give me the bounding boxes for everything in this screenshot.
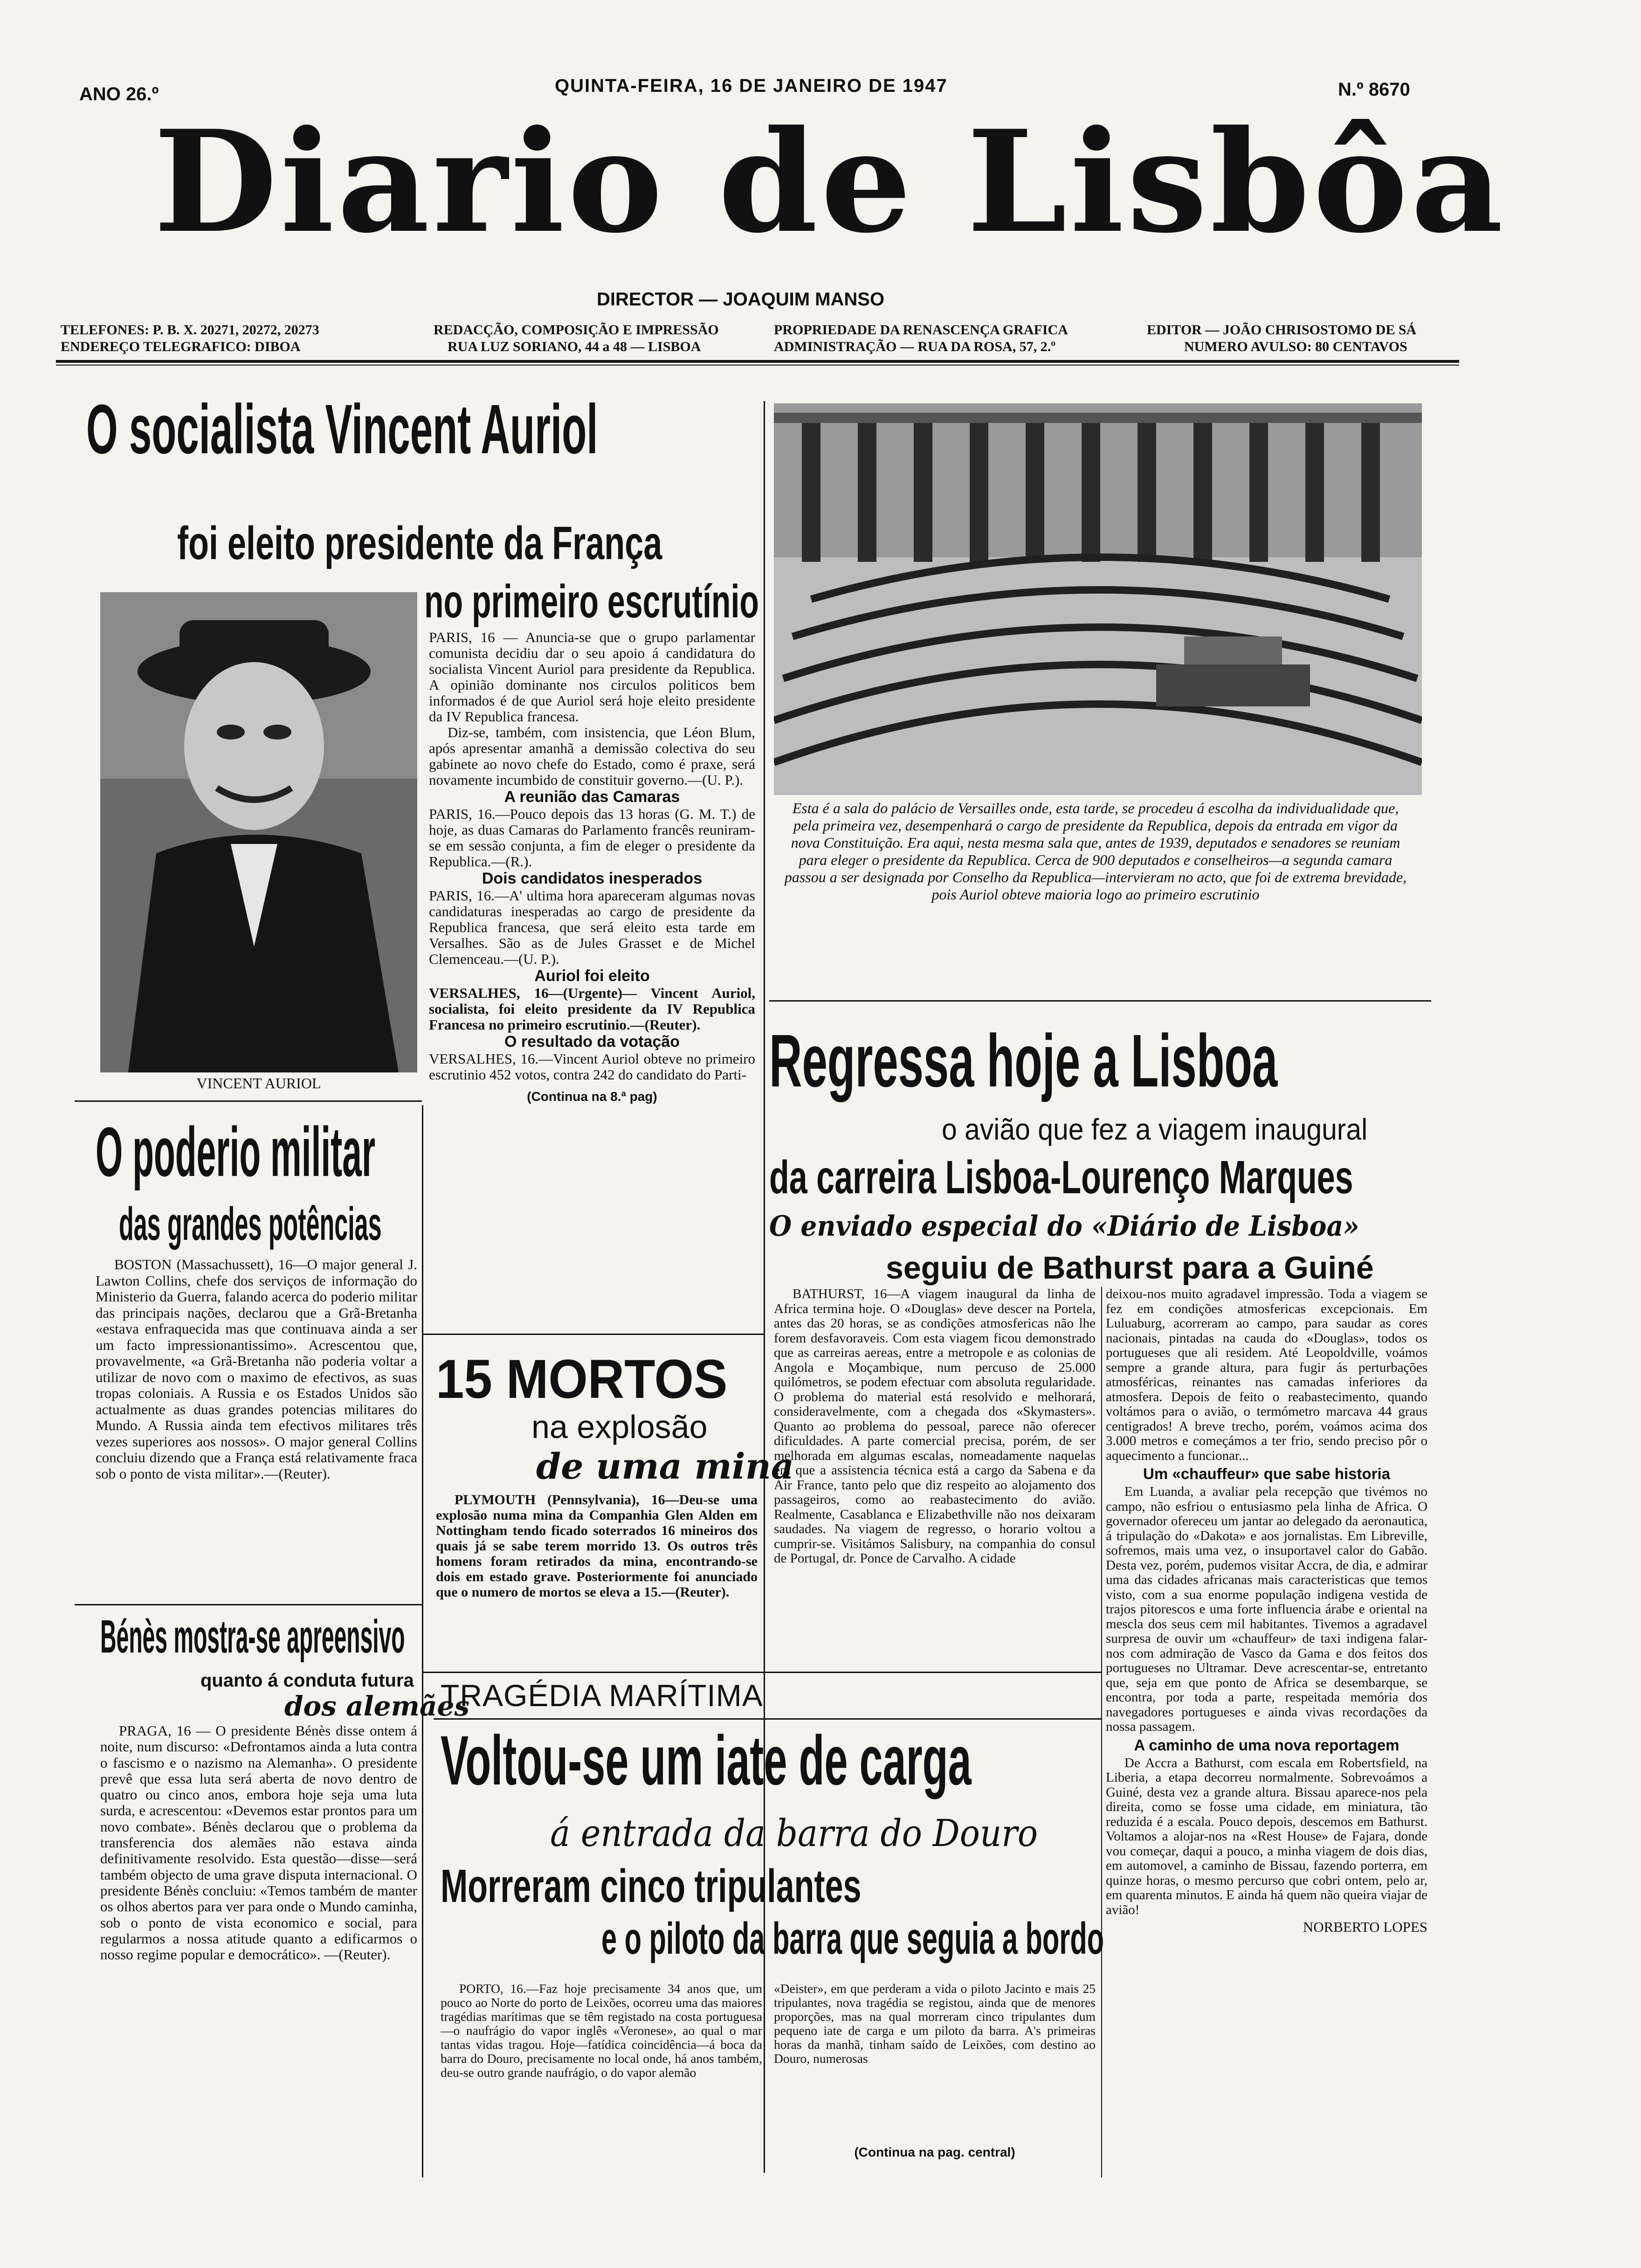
auriol-sub-eleito: Auriol foi eleito (534, 967, 650, 985)
auriol-continua: (Continua na 8.ª pag) (527, 1089, 657, 1104)
auriol-paragraph-4: PARIS, 16.—A' ultima hora apareceram algumas novas candidaturas inesperadas ao cargo de presidente da Republica francesa, que será eleito esta tarde em Versalhes. São as de Jules Grasset e de Michel Clemenceau.—(U. P.). (429, 888, 755, 967)
rule-poderio-top (75, 1100, 422, 1102)
rule-benes-top (75, 1604, 422, 1605)
auriol-sub-camaras: A reunião das Camaras (504, 788, 680, 806)
regressa-headline-wrap (769, 1019, 1602, 1102)
versailles-caption: Esta é a sala do palácio de Versailles onde, esta tarde, se procedeu á escolha da individualidade que, pela primeira vez, desempenhará o cargo de presidente da Republica, depois da entrada em vigor da nova Constituição. Era aqui, nesta mesma sala que, antes de 1939, deputados e senadores se reuniam para eleger o presidente da Republica. Cerca de 900 deputados e conselheiros—a segunda camara passou a ser designada por Conselho da Republica—intervieram no acto, que foi de extrema brevidade, pois Auriol obteve maioria logo ao primeiro escrutinio (784, 800, 1407, 903)
benes-subhead: quanto á conduta futura (200, 1670, 414, 1691)
auriol-subhead: foi eleito presidente da França (177, 517, 662, 569)
info-editor: EDITOR — JOÃO CHRISOSTOMO DE SÁ (1147, 322, 1417, 338)
rule-mortos-top (422, 1334, 764, 1335)
tragedia-column-2: «Deister», em que perderam a vida o piloto Jacinto e mais 25 tripulantes, nova tragédia se registou, ainda que de menores proporções, mas na qual morreram cinco tripulantes dum pequeno iate de carga e um piloto da barra. A's primeiras horas da manhã, tinham saído de Leixões, com destino ao Douro, numerosas (774, 1982, 1096, 2066)
tragedia-subhead-2: Morreram cinco tripulantes (441, 1860, 862, 1912)
info-endereco: ENDEREÇO TELEGRAFICO: DIBOA (61, 339, 301, 354)
regressa-subhead: o avião que fez a viagem inaugural (942, 1113, 1368, 1146)
rule-tragedia-kicker (434, 1718, 1101, 1720)
poderio-headline: O poderio militar (96, 1113, 376, 1191)
regressa-column-2b-text: Em Luanda, a avaliar pela recepção que tivémos no campo, não esfriou o entusiasmo pela linha de Africa. O governador ofereceu um jantar ao delegado da aeronautica, á tripulação do «Dakota» e aos jornalistas. Em Libreville, sofremos, mais uma vez, o insuportavel calor do Gabão. Desta vez, porém, pudemos visitar Accra, de dia, e admirar uma das cidades africanas mais caracteristicas que temos visto, com a sua enorme população indigena vestida de trajos pitorescos e uma forte influencia árabe e oriental na mescla dos seus cem mil habitantes. Tivemos a agradavel surpresa de ouvir um «chauffeur» de taxi indigena falar-nos com admiração de Vasco da Gama e dos feitos dos portugueses no Ultramar. Deve acrescentar-se, entretanto que, seja em que ponto de Africa se desembarque, se encontra, por toda a parte, respeitada memória dos navegadores portugueses e ainda vivas recordações da nossa passagem. (1106, 1485, 1427, 1734)
tragedia-subhead-3: e o piloto da barra que seguia a bordo (601, 1914, 1104, 1964)
tragedia-continua: (Continua na pag. central) (854, 2145, 1015, 2159)
auriol-paragraph-3: PARIS, 16.—Pouco depois das 13 horas (G. M. T.) de hoje, as duas Camaras do Parlamento francês reuniram-se em sessão conjunta, a fim de eleger o presidente da Republica.—(R.). (429, 806, 755, 870)
auriol-photo-caption: VINCENT AURIOL (196, 1075, 321, 1092)
info-redaccao-address: RUA LUZ SORIANO, 44 a 48 — LISBOA (448, 339, 701, 354)
auriol-sub-votacao: O resultado da votação (504, 1033, 680, 1051)
mortos-subhead-2: de uma mina (536, 1445, 794, 1487)
auriol-paragraph-2: Diz-se, também, com insistencia, que Léon Blum, após apresentar amanhã a demissão colectiva do seu gabinete ao novo chefe do Estado, como é praxe, será novamente incumbido de constituir governo.—(U. P.). (429, 725, 755, 788)
mortos-headline: 15 MORTOS (436, 1348, 728, 1410)
mortos-subhead: na explosão (531, 1409, 708, 1445)
masthead-rule-thin (56, 365, 1459, 366)
regressa-column-2c-text: De Accra a Bathurst, com escala em Robertsfield, na Liberia, a etapa decorreu normalmente. Sobrevoámos a Guiné, desta vez a grande altura. Bissau aparece-nos pela direita, como se fosse uma cidade, em miniatura, tão reduzida é a escala. Pouco depois, descemos em Bathurst. Voltamos a alojar-nos na «Rest House» de Fajara, donde vou começar, daqui a pouco, a minha viagem de dois dias, em automovel, a caminho de Bissau, fazendo porterra, em quinze horas, o mesmo percurso que cobri ontem, pelo ar, em quarenta minutos. E ainda há quem não queira viajar de avião! (1106, 1756, 1427, 1917)
poderio-subhead: das grandes potências (119, 1198, 382, 1250)
regressa-subhead2-wrap (769, 1151, 1603, 1203)
regressa-signature: NORBERTO LOPES (1303, 1919, 1427, 1935)
info-propriedade: PROPRIEDADE DA RENASCENÇA GRAFICA (774, 322, 1068, 338)
auriol-subhead-2: no primeiro escrutínio (424, 575, 759, 628)
auriol-photo (100, 592, 417, 1072)
tragedia-kicker: TRAGÉDIA MARÍTIMA (441, 1678, 763, 1713)
regressa-column-2-text: deixou-nos muito agradavel impressão. Toda a viagem se fez em condições atmosfericas excepcionais. Em Luluaburg, acorreram ao campo, para saudar as cores nacionais, pintadas na cauda do «Douglas», todos os portugueses que ali residem. Até Leopoldville, voámos sempre a grande altura, para fugir ás perturbações atmosféricas, reinantes nas camadas inferiores da atmosfera. Depois de feito o reabastecimento, quando voltámos para o avião, o termómetro marcava 44 graus centigrados! A breve trecho, porém, voámos acima dos 3.000 metros e começámos a ter frio, sendo preciso pôr o aquecimento a funcionar... (1106, 1287, 1427, 1463)
info-redaccao: REDACÇÃO, COMPOSIÇÃO E IMPRESSÃO (434, 322, 719, 338)
regressa-subhead-2: da carreira Lisboa-Lourenço Marques (769, 1151, 1353, 1203)
benes-subhead-2: dos alemães (284, 1690, 470, 1722)
rule-regressa-top (769, 1000, 1431, 1002)
issue-year: ANO 26.º (79, 84, 159, 104)
poderio-headline-wrap (96, 1113, 655, 1191)
regressa-subhead-4: seguiu de Bathurst para a Guiné (886, 1250, 1374, 1286)
auriol-sub-candidatos: Dois candidatos inesperados (482, 870, 703, 887)
poderio-body: BOSTON (Massachussett), 16—O major general J. Lawton Collins, chefe dos serviços de informação do Ministerio da Guerra, falando acerca do poderio militar das principais nações, declarou que a Grã-Bretanha «estava enfraquecida mas que continuava ainda a ser um facto impressionantissimo». Acrescentou que, provavelmente, «a Grã-Bretanha não poderia voltar a utilizar de novo com o maximo de efectivos, as suas tropas coloniais. A Russia e os Estados Unidos são actualmente as duas grandes potencias militares do Mundo. A Russia ainda tem efectivos militares três vezes superiores aos nossos». O major general Collins concluiu dizendo que a França está relativamente fraca sob o ponto de vista militar».—(Reuter). (96, 1257, 417, 1482)
rule-tragedia-top (422, 1672, 1101, 1673)
tragedia-subhead: á entrada da barra do Douro (550, 1812, 1038, 1855)
versailles-photo (774, 403, 1422, 795)
director-line: DIRECTOR — JOAQUIM MANSO (597, 289, 885, 310)
benes-headline: Bénès mostra-se apreensivo (100, 1611, 405, 1663)
benes-body: PRAGA, 16 — O presidente Bénès disse ontem á noite, num discurso: «Defrontamos ainda a luta contra o fascismo e o nazismo na Alemanha». O presidente prevê que essa luta será aberta de novo dentro de quatro ou cinco anos, embora hoje seja uma luta surda, e acrescentou: «Devemos estar prontos para um novo combate». Bénès declarou que o problema da transferencia dos alemães não estava ainda definitivamente resolvido. Esta questão—disse—será também objecto de uma grave disputa internacional. O presidente Bénès concluiu: «Temos também de manter os olhos abertos para ver para onde o Mundo caminha, sob o ponto de vista economico e social, para regularmos a nossa atitude quanto a edificarmos o nosso regime popular e democrático». —(Reuter). (100, 1723, 417, 1963)
tragedia-column-1: PORTO, 16.—Faz hoje precisamente 34 anos que, um pouco ao Norte do porto de Leixões, ocorreu uma das maiores tragédias marítimas que se têm registado na costa portuguesa—o naufrágio do vapor inglês «Veronese», ao qual o mar tantas vidas tragou. Hoje—fatídica coincidência—á boca da barra do Douro, precisamente no local onde, há anos também, deu-se outro grande naufrágio, o do vapor alemão (441, 1982, 762, 2080)
auriol-paragraph-6: VERSALHES, 16.—Vincent Auriol obteve no primeiro escrutinio 452 votos, contra 242 do candidato do Parti- (429, 1051, 755, 1083)
issue-number: N.º 8670 (1338, 79, 1410, 100)
info-telefones: TELEFONES: P. B. X. 20271, 20272, 20273 (61, 322, 319, 338)
auriol-headline: O socialista Vincent Auriol (86, 390, 598, 468)
masthead-rule (56, 360, 1459, 363)
regressa-column-2 (1106, 1287, 1427, 2145)
versailles-hall-image (774, 403, 1422, 795)
portrait-image (100, 592, 417, 1072)
newspaper-title: Diario de Lisbôa (153, 99, 1506, 264)
auriol-paragraph-1: PARIS, 16 — Anuncia-se que o grupo parlamentar comunista decidiu dar o seu apoio á candidatura do socialista Vincent Auriol para presidente da Republica. A opinião dominante nos circulos politicos bem informados é de que Auriol será hoje eleito presidente da IV Republica francesa. (429, 629, 755, 725)
regressa-column-1: BATHURST, 16—A viagem inaugural da linha de Africa termina hoje. O «Douglas» deve descer na Portela, antes das 20 horas, se as condições atmosfericas não lhe forem desfavoraveis. Com esta viagem ficou demonstrado que as carreiras aereas, entre a metropole e as colonias de Angola e Moçambique, num percuso de 25.000 quilómetros, se podem efectuar com absoluta regularidade. O problema do material está resolvido e melhorará, consideravelmente, com a chegada dos «Skymasters». Quanto ao problema do pessoal, parece não oferecer dificuldades. A parte comercial precisa, porém, de ser melhorada em algumas escalas, nomeadamente naquelas em que a assistencia técnica está a cargo da Sabena e da Air France, tanto pelo que diz respeito ao alojamento dos passageiros, como ao reabastecimento do avião. Realmente, Casablanca e Elizabethville não nos deixaram saudades. Na viagem de regresso, o horario voltou a cumprir-se. Visitámos Salisbury, na companhia do consul de Portugal, dr. Ponce de Carvalho. A cidade (774, 1287, 1096, 1566)
auriol-subhead-wrap (177, 517, 851, 569)
poderio-subhead-wrap (119, 1198, 624, 1250)
tragedia-headline: Voltou-se um iate de carga (441, 1721, 972, 1799)
auriol-paragraph-5: VERSALHES, 16—(Urgente)— Vincent Auriol, socialista, foi eleito presidente da IV Republica Francesa no primeiro escrutinio.—(Reuter). (429, 985, 755, 1033)
regressa-subhead-3: O enviado especial do «Diário de Lisboa» (769, 1210, 1359, 1243)
regressa-sub-caminho: A caminho de uma nova reportagem (1134, 1736, 1400, 1754)
issue-date: QUINTA-FEIRA, 16 DE JANEIRO DE 1947 (555, 76, 948, 96)
tragedia-subhead3-wrap (601, 1914, 1412, 1964)
tragedia-headline-wrap (441, 1721, 1325, 1799)
tragedia-subhead2-wrap (441, 1860, 1041, 1912)
regressa-headline: Regressa hoje a Lisboa (769, 1019, 1278, 1102)
regressa-sub-chauffeur: Um «chauffeur» que sabe historia (1143, 1465, 1390, 1482)
info-preco: NUMERO AVULSO: 80 CENTAVOS (1184, 339, 1407, 354)
info-administracao: ADMINISTRAÇÃO — RUA DA ROSA, 57, 2.º (774, 339, 1056, 354)
mortos-body: PLYMOUTH (Pennsylvania), 16—Deu-se uma explosão numa mina da Companhia Glen Alden em Nottingham tendo ficado soterrados 16 mineiros dos quais já se sabe terem morrido 13. Os outros três homens foram retirados da mina, encontrando-se dois em estado grave. Posteriormente foi anunciado que o numero de mortos se eleva a 15.—(Reuter). (436, 1492, 758, 1600)
